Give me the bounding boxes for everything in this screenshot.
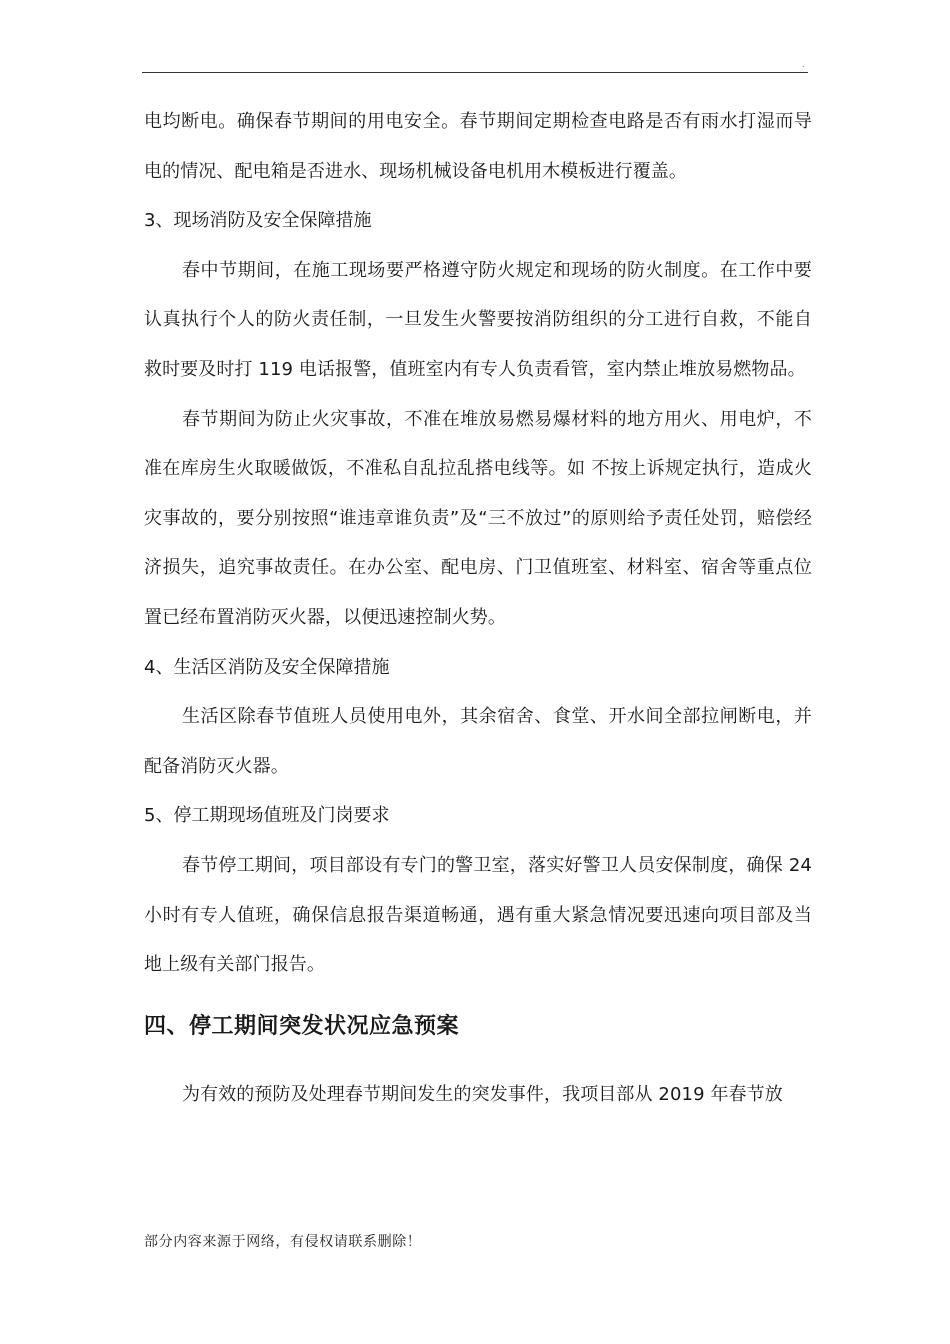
section-title-emergency-plan: 四、停工期间突发状况应急预案 (144, 1013, 460, 1039)
paragraph-living-area: 生活区除春节值班人员使用电外，其余宿舍、食堂、开水间全部拉闸断电，并配备消防灭火器。 (144, 706, 812, 777)
document-body (144, 97, 812, 1119)
header-rule (142, 72, 808, 73)
paragraph-emergency-intro: 为有效的预防及处理春节期间发生的突发事件，我项目部从 2019 年春节放 (182, 1083, 783, 1105)
footer-disclaimer: 部分内容来源于网络，有侵权请联系删除！ (144, 1234, 422, 1250)
paragraph-power-safety: 电均断电。确保春节期间的用电安全。春节期间定期检查电路是否有雨水打湿而导电的情况、配电箱是否进水、现场机械设备电机用木模板进行覆盖。 (144, 111, 812, 182)
header-mark: . (802, 60, 805, 69)
subheading-duty-requirements: 5、停工期现场值班及门岗要求 (144, 805, 390, 827)
paragraph-fire-prevention: 春节期间为防止火灾事故，不准在堆放易燃易爆材料的地方用火、用电炉，不准在库房生火取暖做饭，不准私自乱拉乱搭电线等。如 不按上诉规定执行，造成火灾事故的，要分别按照“谁违章谁负责”及“三不放过”的原则给予责任处罚，赔偿经济损失，追究事故责任。在办公室、配电房、门卫值班室、材料室、宿舍等重点位置已经布置消防灭火器，以便迅速控制火势。 (144, 408, 812, 628)
subheading-living-area-fire-safety: 4、生活区消防及安全保障措施 (144, 656, 390, 678)
subheading-site-fire-safety: 3、现场消防及安全保障措施 (144, 210, 372, 232)
paragraph-fire-rules: 春中节期间，在施工现场要严格遵守防火规定和现场的防火制度。在工作中要认真执行个人的防火责任制，一旦发生火警要按消防组织的分工进行自救，不能自救时要及时打 119 电话报警，值班室内有专人负责看管，室内禁止堆放易燃物品。 (144, 259, 812, 380)
paragraph-duty: 春节停工期间，项目部设有专门的警卫室，落实好警卫人员安保制度，确保 24 小时有专人值班，确保信息报告渠道畅通，遇有重大紧急情况要迅速向项目部及当地上级有关部门报告。 (144, 854, 812, 976)
